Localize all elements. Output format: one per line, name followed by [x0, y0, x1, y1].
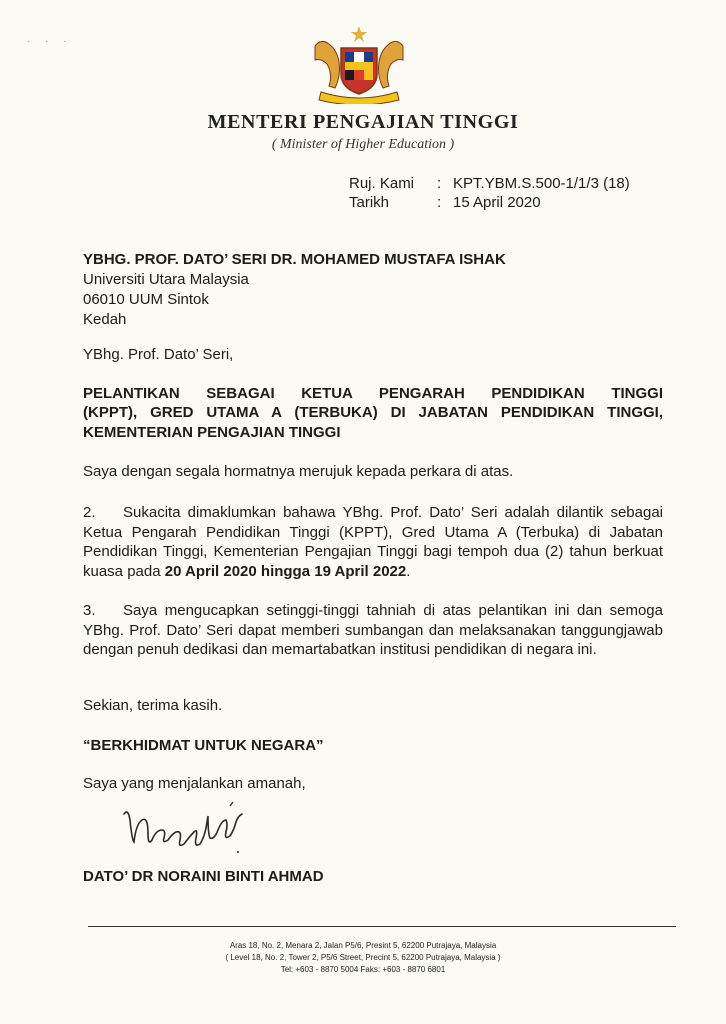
- subject-line: PELANTIKAN SEBAGAI KETUA PENGARAH PENDIDIKAN TINGGI: [83, 385, 663, 402]
- letterhead-title: MENTERI PENGAJIAN TINGGI: [207, 111, 519, 133]
- paragraph-text: Saya mengucapkan setinggi-tinggi tahniah di atas pelantikan ini dan semoga YBhg. Prof. Dato’ Seri dapat memberi sumbangan dan melaksanakan tanggungjawab dengan penuh dedikasi dan memartabatkan institusi pendidikan di negara ini.: [83, 602, 663, 658]
- footer-address-line: Aras 18, No. 2, Menara 2, Jalan P5/6, Presint 5, 62200 Putrajaya, Malaysia: [229, 941, 497, 950]
- recipient-address-line: Universiti Utara Malaysia: [83, 271, 249, 288]
- date-value: 15 April 2020: [453, 194, 541, 211]
- paragraph-text: Sukacita dimaklumkan bahawa YBhg. Prof. Dato’ Seri adalah dilantik sebagai Ketua Pengarah Pendidikan Tinggi (KPPT), Gred Utama A (Terbuka) di Jabatan Pendidikan Tinggi, Kementerian Pengajian Tinggi bagi tempoh dua (2) tahun berkuat kuasa pada: [83, 504, 663, 580]
- intro-paragraph: Saya dengan segala hormatnya merujuk kepada perkara di atas.: [83, 463, 514, 480]
- date-separator: :: [437, 194, 442, 211]
- paragraph-3: [83, 601, 663, 660]
- recipient-address-line: 06010 UUM Sintok: [83, 291, 209, 308]
- salutation: YBhg. Prof. Dato’ Seri,: [83, 346, 234, 363]
- reference-row: [349, 175, 630, 192]
- footer-address-line: ( Level 18, No. 2, Tower 2, P5/6 Street, Precint 5, 62200 Putrajaya, Malaysia ): [225, 953, 501, 962]
- paragraph-2: [83, 503, 663, 581]
- footer-contact-line: Tel: +603 - 8870 5004 Faks: +603 - 8870 6801: [280, 965, 446, 974]
- signatory-name: DATO’ DR NORAINI BINTI AHMAD: [83, 868, 324, 885]
- paragraph-end: .: [406, 562, 411, 580]
- footer-divider: [88, 926, 676, 927]
- subject-line: (KPPT), GRED UTAMA A (TERBUKA) DI JABATAN PENDIDIKAN TINGGI,: [83, 404, 663, 421]
- subject-line: KEMENTERIAN PENGAJIAN TINGGI: [83, 424, 341, 441]
- paragraph-number: 3.: [83, 602, 96, 619]
- coat-of-arms-icon: [307, 26, 411, 104]
- reference-label: Ruj. Kami: [349, 175, 415, 192]
- closing-text: Sekian, terima kasih.: [83, 697, 223, 714]
- recipient-address-line: Kedah: [83, 311, 127, 328]
- recipient-name: YBHG. PROF. DATO’ SERI DR. MOHAMED MUSTAFA ISHAK: [83, 251, 506, 268]
- letterhead-subtitle: ( Minister of Higher Education ): [271, 137, 455, 152]
- reference-separator: :: [437, 175, 442, 192]
- signature-image: [118, 800, 258, 855]
- appointment-period: 20 April 2020 hingga 19 April 2022: [164, 562, 407, 580]
- paragraph-number: 2.: [83, 504, 96, 521]
- scan-marks: · · ·: [27, 36, 73, 47]
- date-row: [349, 194, 541, 211]
- sign-off: Saya yang menjalankan amanah,: [83, 775, 306, 792]
- motto: “BERKHIDMAT UNTUK NEGARA”: [83, 737, 324, 754]
- reference-value: KPT.YBM.S.500-1/1/3 (18): [453, 175, 630, 192]
- date-label: Tarikh: [349, 194, 390, 211]
